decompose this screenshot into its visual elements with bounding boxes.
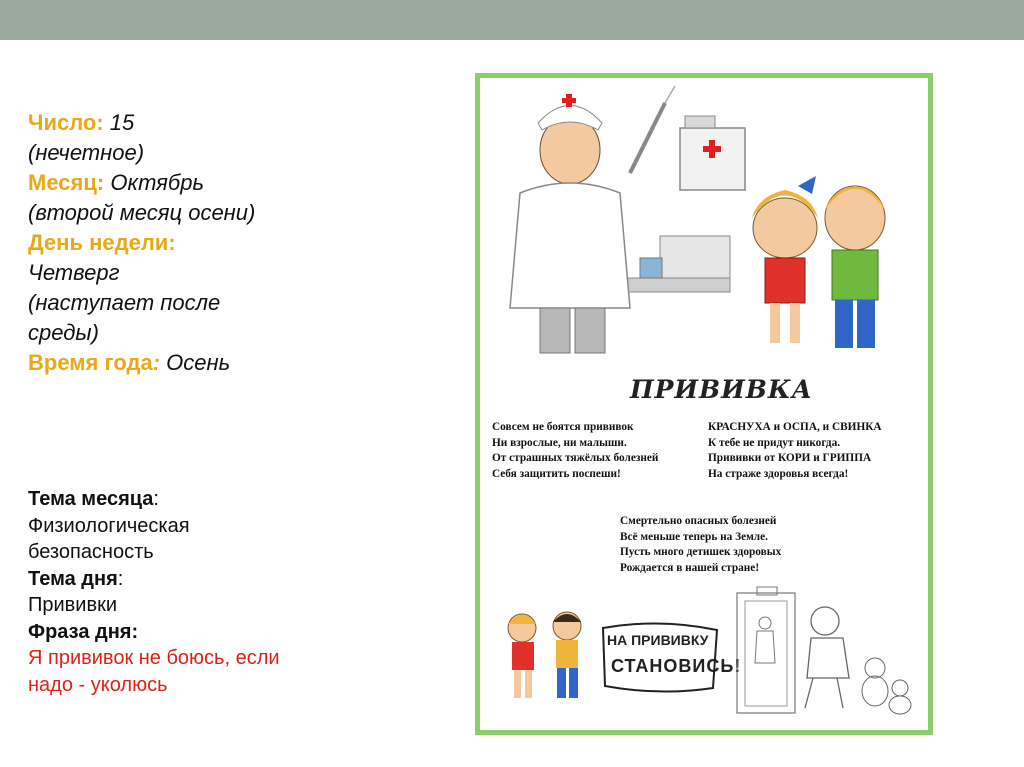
poem-line: Пусть много детишек здоровых <box>620 546 782 558</box>
vaccination-poster <box>475 73 933 735</box>
poem-left <box>492 420 658 482</box>
poem-line: Совсем не боятся прививок <box>492 421 634 433</box>
poem-line: Ни взрослые, ни малыши. <box>492 436 627 449</box>
weekday-note-1: (наступает после <box>28 290 221 315</box>
theme-month-colon: : <box>153 488 159 510</box>
month-note: (второй месяц осени) <box>28 200 256 225</box>
weekday-value: Четверг <box>28 260 120 285</box>
poem-line: Рождается в нашей стране! <box>620 561 760 574</box>
theme-month-value-2: безопасность <box>28 541 154 563</box>
number-value: 15 <box>109 110 135 135</box>
theme-info <box>28 486 448 698</box>
top-bar <box>0 0 1024 40</box>
month-value: Октябрь <box>110 170 205 195</box>
theme-day-value: Прививки <box>28 594 118 616</box>
clinic-door-sketch <box>725 583 915 723</box>
phrase-line-1: Я прививок не боюсь, если <box>28 647 280 669</box>
season-value: Осень <box>166 350 231 375</box>
phrase-label: Фраза дня: <box>28 620 139 643</box>
theme-day-colon: : <box>117 567 124 590</box>
date-info <box>28 108 448 378</box>
poem-line: На страже здоровья всегда! <box>708 467 849 480</box>
season-label: Время года <box>28 350 153 375</box>
number-note: (нечетное) <box>28 140 145 165</box>
poem-line: КРАСНУХА и ОСПА, и СВИНКА <box>708 421 882 433</box>
poem-line: От страшных тяжёлых болезней <box>492 452 659 464</box>
month-label: Месяц: <box>28 170 105 195</box>
theme-month-label: Тема месяца <box>28 488 154 510</box>
poster-title: ПРИВИВКА <box>630 375 814 404</box>
phrase-line-2: надо - уколюсь <box>28 673 168 696</box>
number-label: Число: <box>28 110 104 135</box>
theme-month-value-1: Физиологическая <box>28 514 190 537</box>
doctor-children-illustration <box>480 78 928 358</box>
theme-day-label: Тема дня <box>28 567 118 590</box>
sign-line-2: СТАНОВИСЬ! <box>611 656 742 676</box>
poem-center <box>620 514 781 576</box>
poem-line: Всё меньше теперь на Земле. <box>620 530 768 543</box>
poem-line: К тебе не придут никогда. <box>708 436 841 449</box>
weekday-label: День недели: <box>28 230 176 255</box>
poem-line: Прививки от КОРИ и ГРИППА <box>708 452 872 464</box>
walking-children-illustration <box>492 606 602 706</box>
poem-line: Смертельно опасных болезней <box>620 515 777 527</box>
season-colon: : <box>152 350 161 375</box>
poem-line: Себя защитить поспеши! <box>492 467 621 480</box>
weekday-note-2: среды) <box>28 320 99 345</box>
poem-right <box>708 420 882 482</box>
vaccination-sign <box>595 618 742 698</box>
sign-line-1: НА ПРИВИВКУ <box>607 632 709 648</box>
